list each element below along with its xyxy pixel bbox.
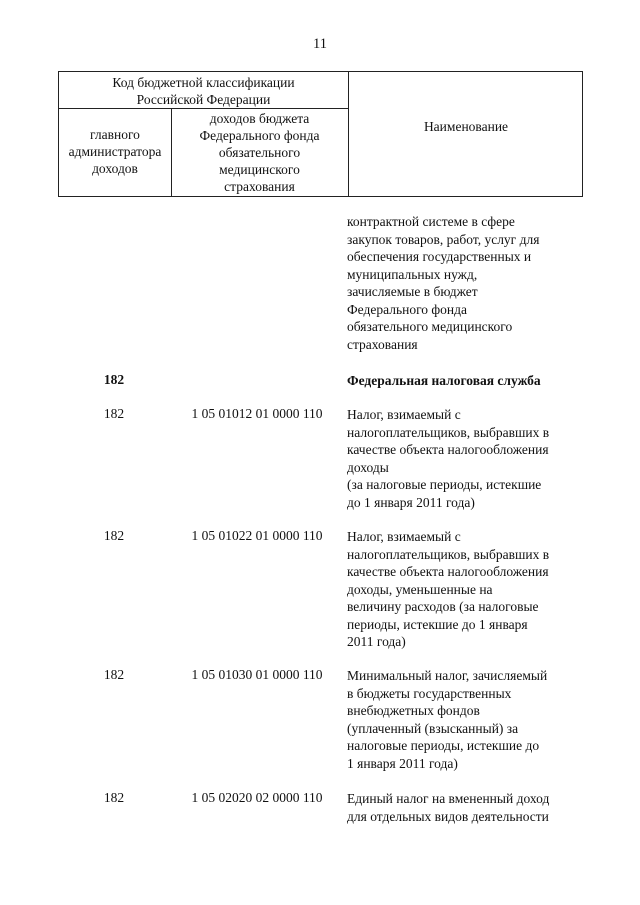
continuation-text: контрактной системе в сфере закупок товаров, работ, услуг для обеспечения государственных и муниципальных нужд, зачисляемые в бюджет Федерального фонда обязательного медицинского страхования [347,214,540,352]
row-budget-code: 1 05 01022 01 0000 110 [191,528,323,543]
row-name: Минимальный налог, зачисляемый в бюджеты государственных внебюджетных фондов (уплаченный (взысканный) за налоговые периоды, истекшие до 1 января 2011 года) [347,668,548,771]
row-budget-code: 1 05 02020 02 0000 110 [191,790,323,805]
row-admin-code: 182 [103,667,125,682]
header-group-title: Код бюджетной классификации Российской Федерации [112,75,295,107]
row-budget-code: 1 05 01030 01 0000 110 [191,667,323,682]
page-number: 11 [313,36,327,52]
table-header [58,71,583,197]
header-divider-horizontal [59,108,348,109]
row-name: Налог, взимаемый с налогоплательщиков, выбравших в качестве объекта налогообложения доходы (за налоговые периоды, истекшие до 1 января 2011 года) [347,407,550,510]
row-name: Единый налог на вмененный доход для отдельных видов деятельности [347,791,550,824]
row-name: Налог, взимаемый с налогоплательщиков, выбравших в качестве объекта налогообложения доходы, уменьшенные на величину расходов (за налоговые периоды, истекшие до 1 января 2011 года) [347,529,550,649]
row-admin-code: 182 [103,528,125,543]
section-name: Федеральная налоговая служба [347,373,541,388]
header-col-admin: главного администратора доходов [68,127,162,176]
header-col-income: доходов бюджета Федерального фонда обязательного медицинского страхования [199,111,320,194]
row-budget-code: 1 05 01012 01 0000 110 [191,406,323,421]
section-admin-code: 182 [103,372,125,387]
header-col-name: Наименование [423,119,509,134]
row-admin-code: 182 [103,406,125,421]
row-admin-code: 182 [103,790,125,805]
